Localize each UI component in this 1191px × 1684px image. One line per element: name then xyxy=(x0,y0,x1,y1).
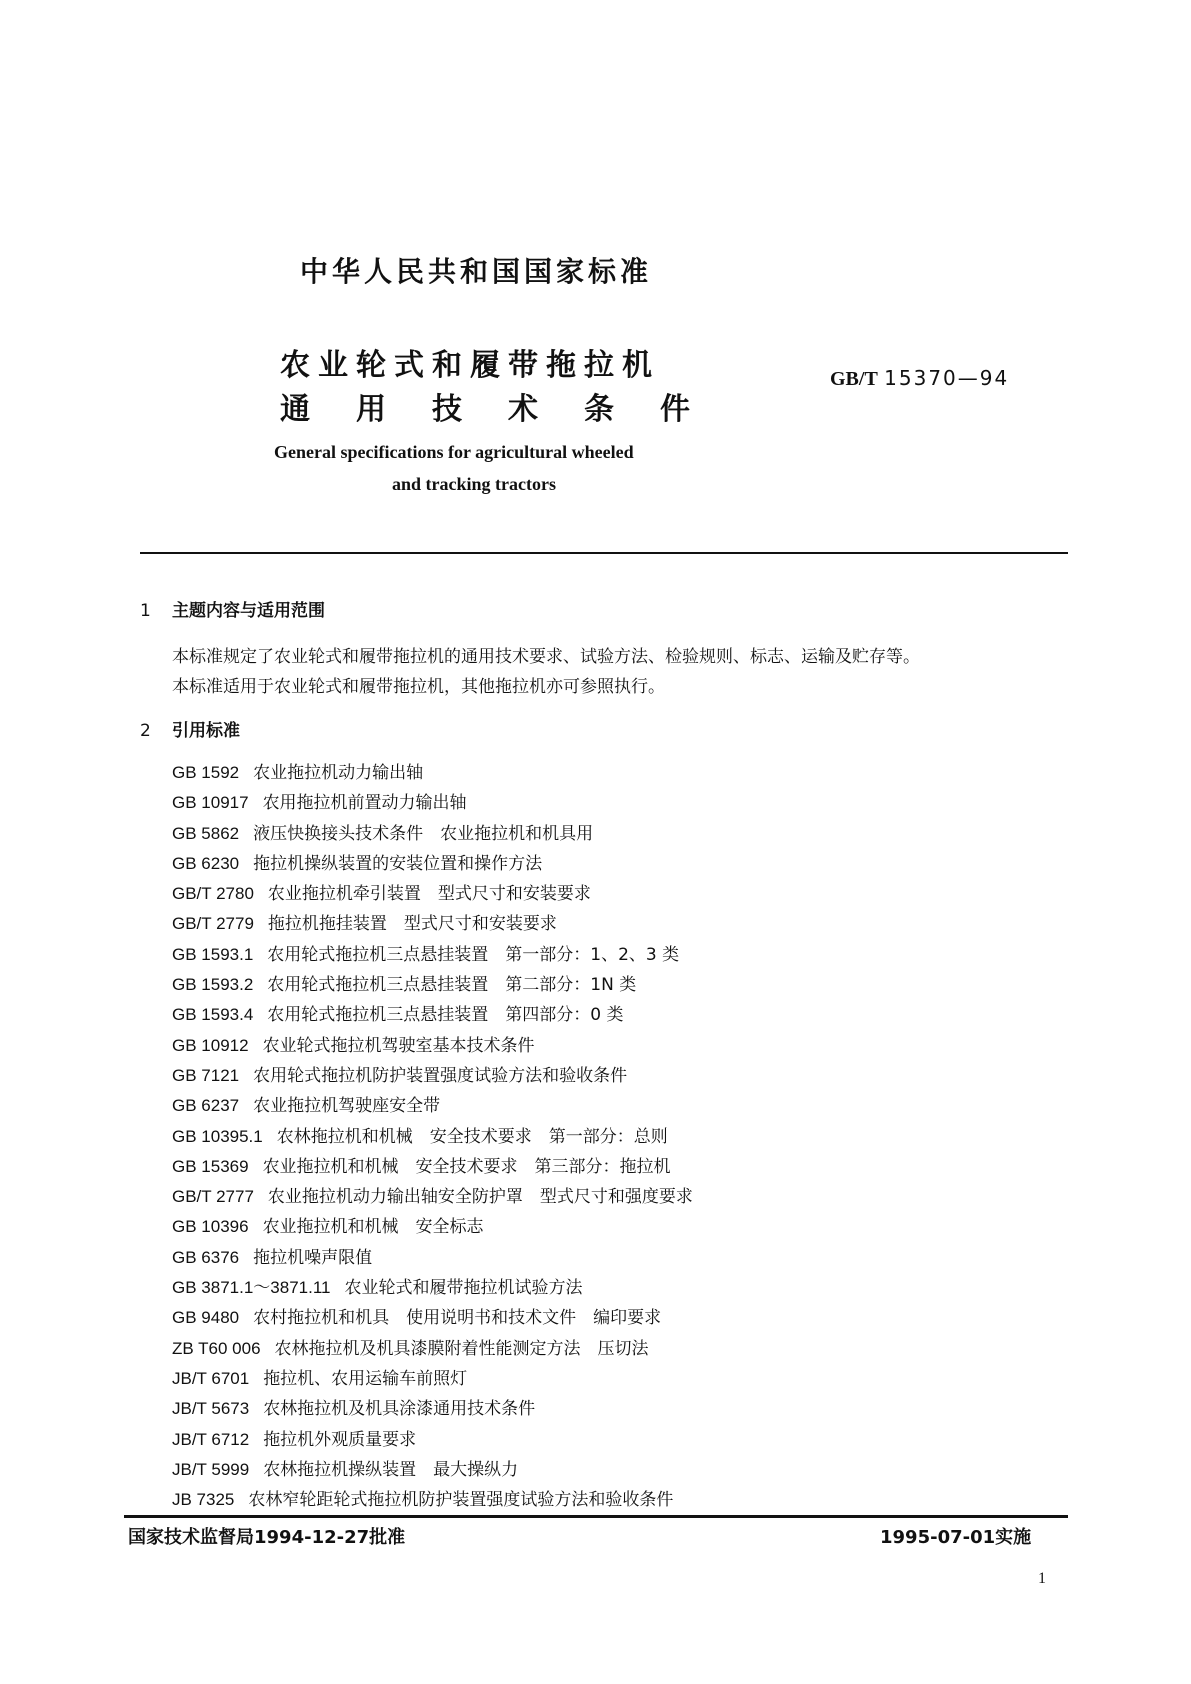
national-standard-heading: 中华人民共和国国家标准 xyxy=(300,255,653,288)
reference-title: 农用轮式拖拉机防护装置强度试验方法和验收条件 xyxy=(253,1065,628,1086)
reference-item xyxy=(172,879,693,909)
reference-title: 农业拖拉机动力输出轴安全防护罩 型式尺寸和强度要求 xyxy=(267,1187,693,1208)
reference-code: JB/T 5673 xyxy=(172,1399,250,1419)
reference-item xyxy=(172,909,693,939)
reference-title: 农林拖拉机操纵装置 最大操纵力 xyxy=(263,1459,519,1480)
reference-title: 拖拉机噪声限值 xyxy=(253,1247,373,1268)
reference-item xyxy=(172,1394,693,1424)
reference-code: GB 6376 xyxy=(172,1247,240,1267)
reference-title: 农业拖拉机驾驶座安全带 xyxy=(253,1096,441,1117)
reference-code: GB 9480 xyxy=(172,1308,240,1328)
reference-item xyxy=(172,940,693,970)
reference-item xyxy=(172,1243,693,1273)
title-char: 术 xyxy=(508,392,538,427)
reference-item xyxy=(172,1425,693,1455)
reference-title: 农林拖拉机及机具涂漆通用技术条件 xyxy=(263,1399,536,1420)
reference-code: GB 15369 xyxy=(172,1156,249,1176)
reference-item xyxy=(172,819,693,849)
title-line-2 xyxy=(280,384,690,428)
reference-title: 农用轮式拖拉机三点悬挂装置 第四部分：0 类 xyxy=(267,1005,624,1026)
reference-title: 农用轮式拖拉机三点悬挂装置 第一部分：1、2、3 类 xyxy=(267,944,680,965)
reference-code: GB 10396 xyxy=(172,1217,249,1237)
reference-code: GB/T 2779 xyxy=(172,914,254,934)
reference-title: 农业拖拉机和机械 安全标志 xyxy=(262,1217,484,1238)
reference-code: ZB T60 006 xyxy=(172,1338,261,1358)
reference-item xyxy=(172,1091,693,1121)
reference-code: JB/T 6712 xyxy=(172,1429,250,1449)
standard-number xyxy=(830,366,1009,391)
reference-item xyxy=(172,1455,693,1485)
reference-code: GB 7121 xyxy=(172,1065,240,1085)
section-title: 主题内容与适用范围 xyxy=(172,601,325,621)
reference-item xyxy=(172,1152,693,1182)
standard-code: 15370—94 xyxy=(884,366,1010,390)
reference-item xyxy=(172,1334,693,1364)
reference-title: 拖拉机、农用运输车前照灯 xyxy=(263,1368,468,1389)
reference-code: GB 1593.1 xyxy=(172,944,254,964)
reference-code: JB 7325 xyxy=(172,1490,235,1510)
reference-code: GB 10395.1 xyxy=(172,1126,263,1146)
reference-title: 拖拉机操纵装置的安装位置和操作方法 xyxy=(253,853,543,874)
title-char: 用 xyxy=(356,392,386,427)
implementation-date: 1995-07-01实施 xyxy=(880,1527,1032,1548)
reference-item xyxy=(172,1212,693,1242)
english-title-line-1: General specifications for agricultural wheeled xyxy=(274,442,634,462)
reference-title: 农林拖拉机及机具漆膜附着性能测定方法 压切法 xyxy=(274,1338,649,1359)
reference-item xyxy=(172,788,693,818)
section-number: 1 xyxy=(140,601,151,621)
title-char: 通 xyxy=(280,392,310,427)
reference-title: 液压快换接头技术条件 农业拖拉机和机具用 xyxy=(253,823,594,844)
section-number: 2 xyxy=(140,721,151,741)
reference-code: GB/T 2777 xyxy=(172,1187,254,1207)
reference-title: 拖拉机外观质量要求 xyxy=(263,1429,417,1450)
reference-item xyxy=(172,970,693,1000)
reference-code: GB 3871.1～3871.11 xyxy=(172,1278,331,1298)
section-1-paragraph-2: 本标准适用于农业轮式和履带拖拉机，其他拖拉机亦可参照执行。 xyxy=(172,677,665,697)
reference-title: 农村拖拉机和机具 使用说明书和技术文件 编印要求 xyxy=(253,1308,662,1329)
reference-title: 农业拖拉机动力输出轴 xyxy=(253,763,424,783)
title-line-1: 农业轮式和履带拖拉机 xyxy=(280,348,660,383)
reference-code: JB/T 6701 xyxy=(172,1368,250,1388)
reference-item xyxy=(172,1061,693,1091)
reference-code: GB 1593.4 xyxy=(172,1005,254,1025)
reference-code: GB 1593.2 xyxy=(172,975,254,995)
reference-item xyxy=(172,1122,693,1152)
reference-title: 农林窄轮距轮式拖拉机防护装置强度试验方法和验收条件 xyxy=(248,1490,674,1511)
reference-item xyxy=(172,849,693,879)
reference-title: 农林拖拉机和机械 安全技术要求 第一部分：总则 xyxy=(276,1126,668,1147)
reference-title: 农用拖拉机前置动力输出轴 xyxy=(262,793,467,814)
reference-code: GB 6230 xyxy=(172,853,240,873)
reference-item xyxy=(172,1273,693,1303)
reference-item xyxy=(172,1303,693,1333)
reference-item xyxy=(172,1182,693,1212)
reference-title: 农业拖拉机牵引装置 型式尺寸和安装要求 xyxy=(267,884,591,905)
approval-date: 国家技术监督局1994-12-27批准 xyxy=(128,1527,406,1548)
reference-code: GB 6237 xyxy=(172,1096,240,1116)
reference-title: 农业轮式拖拉机驾驶室基本技术条件 xyxy=(262,1035,535,1056)
section-2-heading xyxy=(140,716,240,741)
section-1-paragraph-1: 本标准规定了农业轮式和履带拖拉机的通用技术要求、试验方法、检验规则、标志、运输及贮存等。 xyxy=(172,647,920,667)
reference-item xyxy=(172,1364,693,1394)
reference-item xyxy=(172,758,693,788)
reference-code: GB 10917 xyxy=(172,793,249,813)
reference-code: GB 5862 xyxy=(172,823,240,843)
reference-title: 农业轮式和履带拖拉机试验方法 xyxy=(344,1278,583,1299)
reference-item xyxy=(172,1485,693,1515)
reference-code: GB 1592 xyxy=(172,763,240,782)
reference-title: 农用轮式拖拉机三点悬挂装置 第二部分：1N 类 xyxy=(267,975,637,996)
title-char: 件 xyxy=(660,392,690,427)
reference-title: 农业拖拉机和机械 安全技术要求 第三部分：拖拉机 xyxy=(262,1156,671,1177)
footer-divider xyxy=(124,1515,1068,1518)
section-1-heading xyxy=(140,596,325,621)
reference-item xyxy=(172,1000,693,1030)
standard-prefix: GB/T xyxy=(830,368,878,390)
reference-code: GB 10912 xyxy=(172,1035,249,1055)
section-title: 引用标准 xyxy=(172,721,240,741)
title-char: 条 xyxy=(584,392,614,427)
title-char: 技 xyxy=(432,392,462,427)
reference-title: 拖拉机拖挂装置 型式尺寸和安装要求 xyxy=(267,914,557,935)
reference-code: JB/T 5999 xyxy=(172,1459,250,1479)
english-title-line-2: and tracking tractors xyxy=(392,474,556,494)
reference-item xyxy=(172,1031,693,1061)
reference-list xyxy=(172,758,693,1515)
page-number: 1 xyxy=(1038,1570,1046,1587)
header-divider xyxy=(140,552,1068,554)
reference-code: GB/T 2780 xyxy=(172,884,254,904)
